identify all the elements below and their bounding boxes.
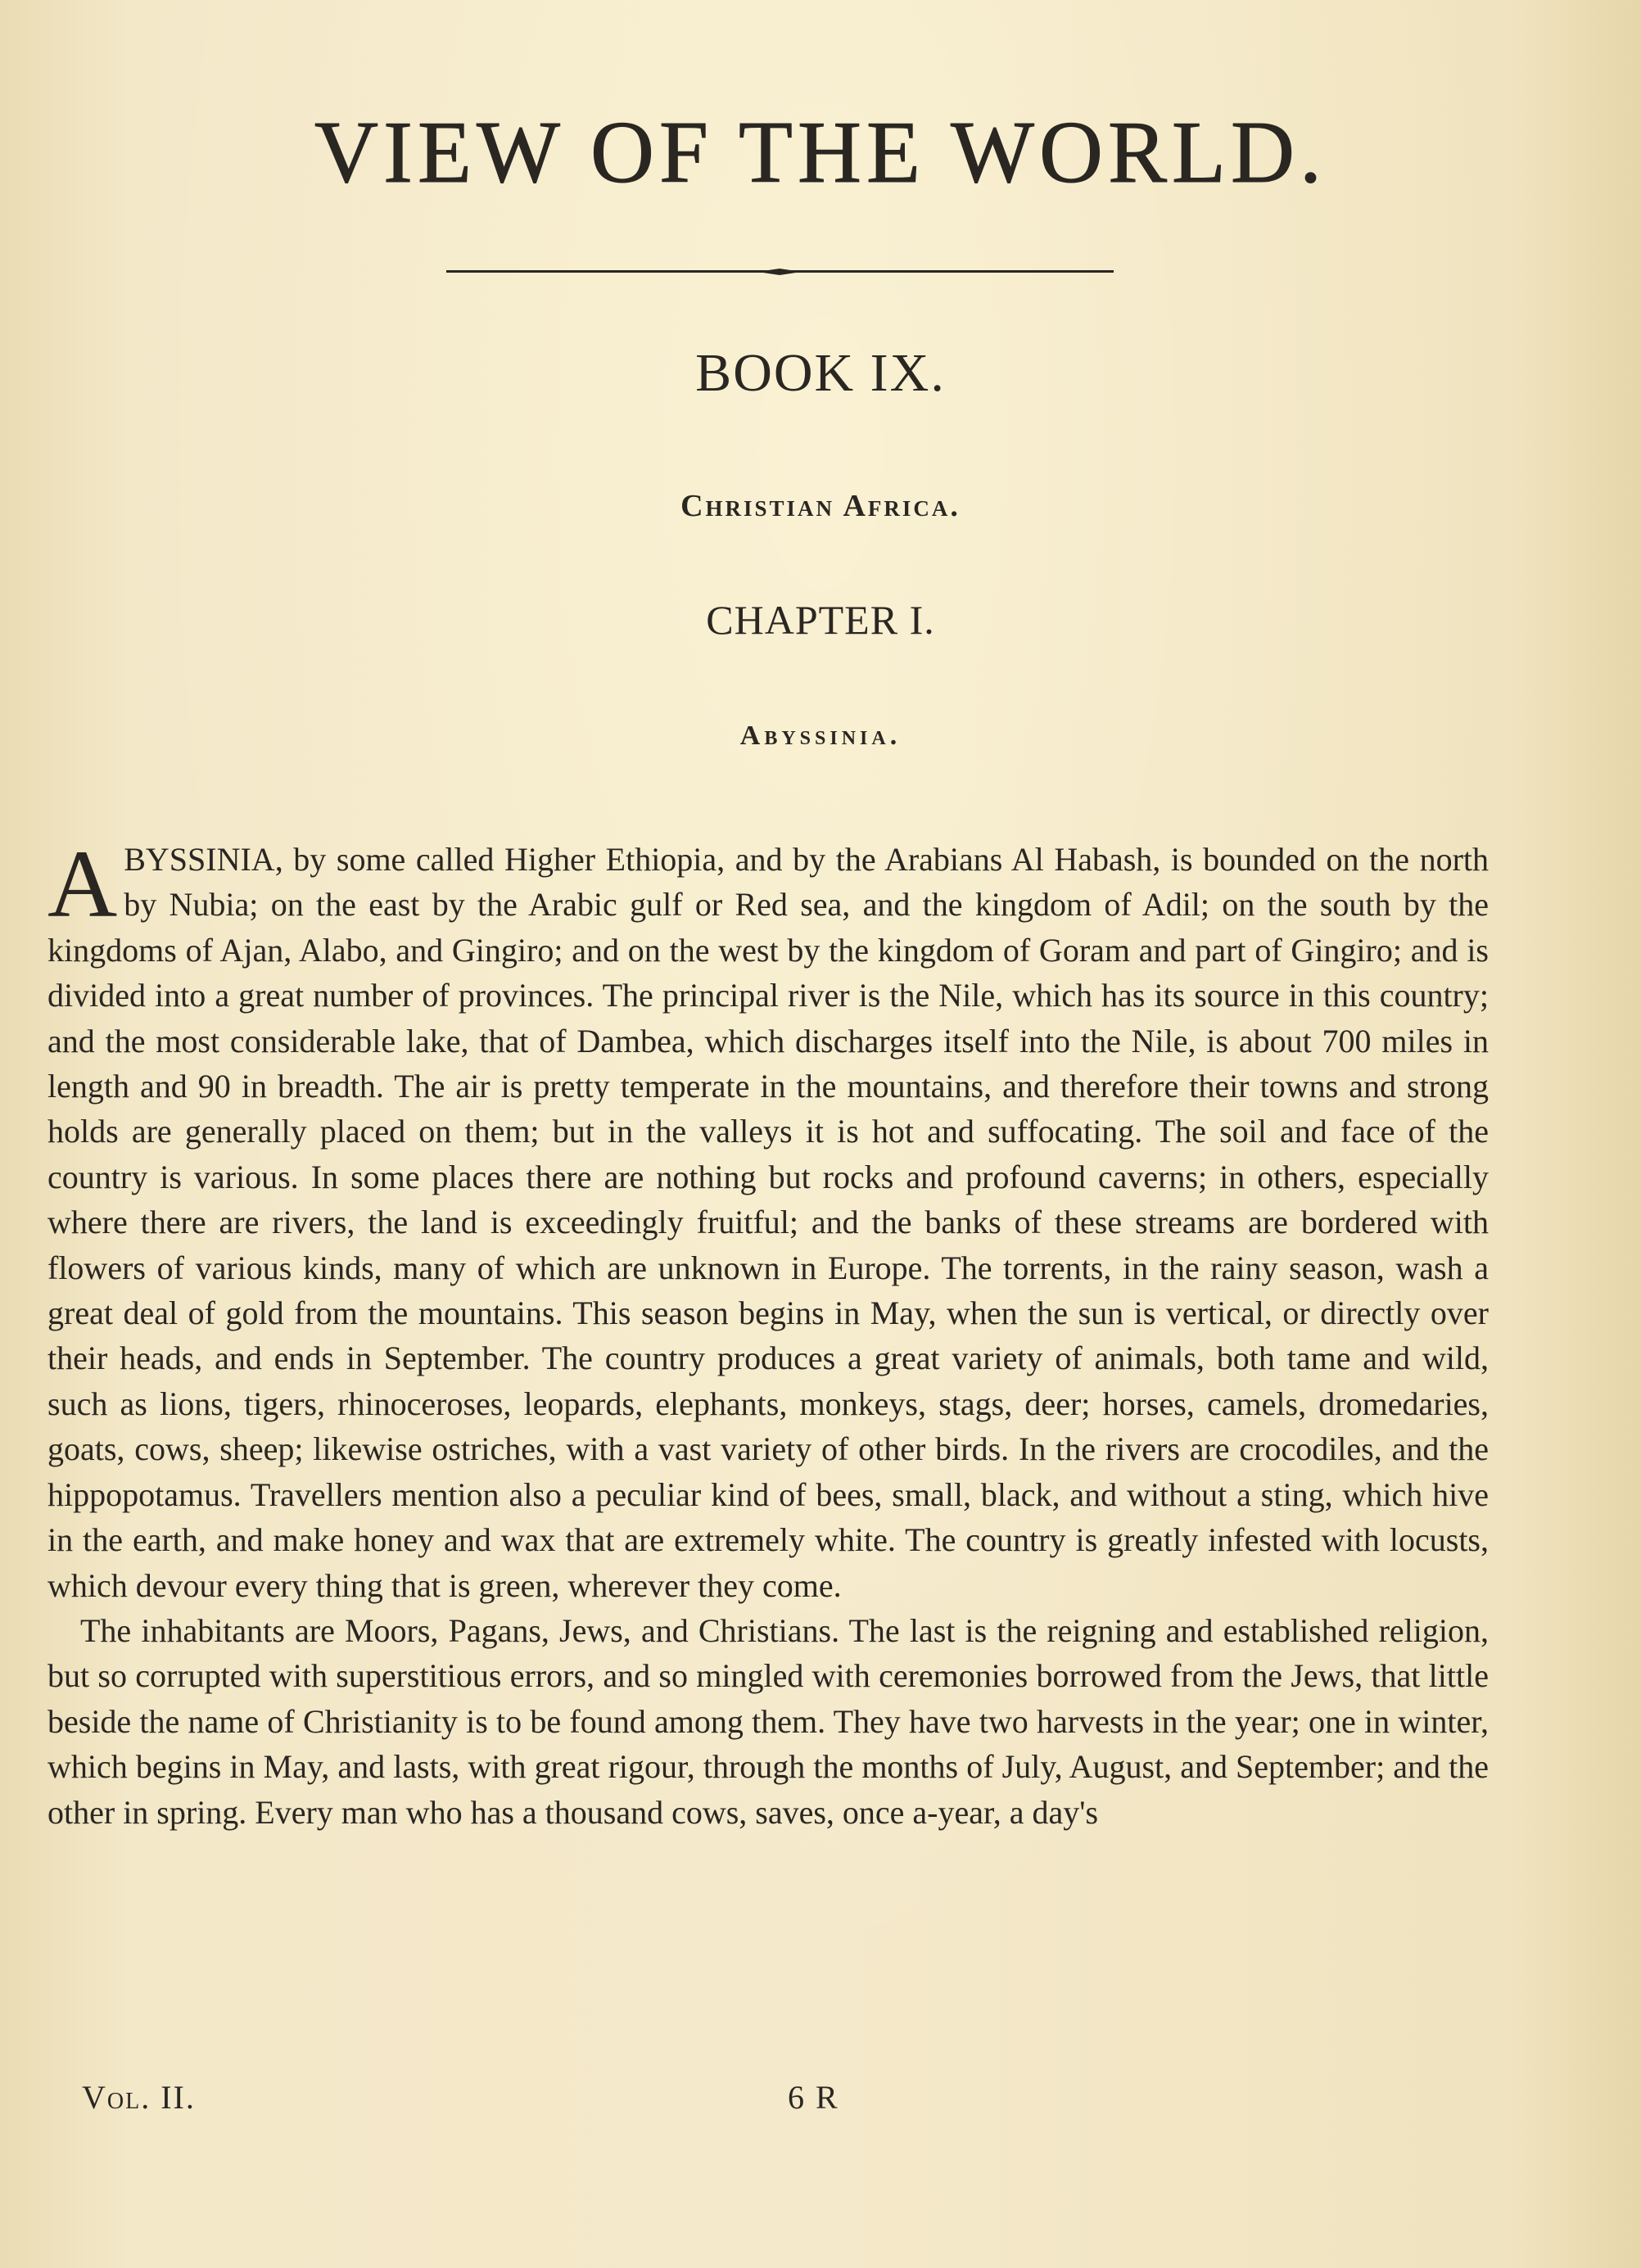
ornamental-rule xyxy=(446,269,1114,275)
body-text xyxy=(47,830,1489,1835)
chapter-heading: CHAPTER I. xyxy=(706,597,935,643)
paragraph: ABYSSINIA, by some called Higher Ethiopia, and by the Arabians Al Habash, is bounded on the north by Nubia; on the east by the Arabic gulf or Red sea, and the kingdom of Adil; on the south by the kingdoms of Ajan, Alabo, and Gingiro; and on the west by the kingdom of Goram and part of Gingiro; and is divided into a great number of provinces. The principal river is the Nile, which has its source in this country; and the most considerable lake, that of Dambea, which discharges itself into the Nile, is about 700 miles in length and 90 in breadth. The air is pretty temperate in the mountains, and therefore their towns and strong holds are generally placed on them; but in the valleys it is hot and suffocating. The soil and face of the country is various. In some places there are nothing but rocks and profound caverns; in others, especially where there are rivers, the land is exceedingly fruitful; and the banks of these streams are bordered with flowers of various kinds, many of which are unknown in Europe. The torrents, in the rainy season, wash a great deal of gold from the mountains. This season begins in May, when the sun is vertical, or directly over their heads, and ends in September. The country produces a great variety of animals, both tame and wild, such as lions, tigers, rhinoceroses, leopards, elephants, monkeys, stags, deer; horses, camels, dromedaries, goats, cows, sheep; likewise ostriches, with a vast variety of other birds. In the rivers are crocodiles, and the hippopotamus. Travellers mention also a peculiar kind of bees, small, black, and without a sting, which hive in the earth, and make honey and wax that are extremely white. The country is greatly infested with locusts, which devour every thing that is green, wherever they come. xyxy=(47,830,1489,1604)
part-heading: Christian Africa. xyxy=(680,489,961,523)
section-heading: Abyssinia. xyxy=(739,721,902,751)
page-title: VIEW OF THE WORLD. xyxy=(314,104,1327,201)
book-heading: BOOK IX. xyxy=(695,343,946,403)
signature-mark: 6 R xyxy=(788,2079,839,2116)
volume-label: Vol. II. xyxy=(82,2079,196,2116)
paragraph: The inhabitants are Moors, Pagans, Jews, and Christians. The last is the reigning and established religion, but so corrupted with superstitious errors, and so mingled with ceremonies borrowed from the Jews, that little beside the name of Christianity is to be found among them. They have two harvests in the year; one in winter, which begins in May, and lasts, with great rigour, through the months of July, August, and September; and the other in spring. Every man who has a thousand cows, saves, once a-year, a day's xyxy=(47,1611,1489,1831)
